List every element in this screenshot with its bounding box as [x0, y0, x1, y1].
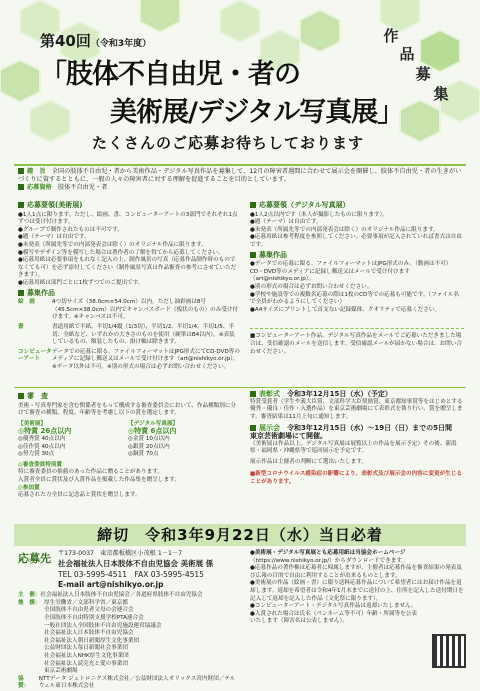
note-item: ●コンピューターアート・デジタル写真作品は返却いたしません。: [250, 603, 417, 610]
email-note: ■コンピューターアート作品、デジタル写真作品をメールでご応募いただきました場合は、受信確認のメールを送信します。受信確認メールが届かない場合は、お問い合わせください。: [250, 328, 464, 356]
category-computer-art: コンピューターアート データでの応募に限る。ファイルフォーマットはJPG形式にてCD-DVD等のメディアに記録し郵送又はメールで受け付けます（art@nishikyo.or.jp）。※データ以外は不可。※別の形式の場合は必ずお問い合わせください。: [18, 348, 240, 370]
judging-text: 美術・写真専門家を含む関係者をもって構成する審査委員会において、作品種類別に分けて審査の種類、程度、年齢等を考慮し以下の賞を選定します。: [18, 402, 237, 417]
edition: [40, 30, 151, 51]
apply-address: 〒173-0037 東京都板橋区小茂根 1－1－7: [58, 550, 183, 557]
exhibit-text: （美術展は作品以上、デジタル写真展は展覧以上の作品を展示予定）その後、新潟県・福岡県・沖縄県等で巡回展示を予定です。: [250, 440, 457, 455]
apply-section: [18, 550, 240, 691]
covid-notice: ■新型コロナウイルス感染症の影響により、表彰式及び展示会の内容に変更が生じることがあります。: [250, 471, 462, 485]
art-awards: 【美術展】 ◎特賞 26点以内 ◎優秀賞 40点以内 ◎佳作賞 40点以内 ◎努力賞 30点: [18, 420, 72, 458]
art-item: ●応募用紙は部門ごとに1枚ずつでのご提出です。: [18, 279, 144, 286]
eligibility-text: 肢体不自由児・者: [57, 184, 108, 192]
note-item: ●美術展の作品（絵画・書）に限り送料応募作品について希望者にはお届け作品を返却します。返却を希望者は令和4年1月末までに送付の上、住所を記入した送付期日を記入して返却を記入した作品（文化祭に限ります）。: [250, 580, 464, 602]
art-item: ●応募用紙は必要事項をもれなく記入の上、制作風景の写真（応募作品制作時のものでなくても可）を必ず添付してください（制作風景写真は作品審査の参考にさせていただきます）。: [18, 257, 237, 279]
art-section: [18, 200, 240, 371]
photo-item: ●題（テーマ）は自由です。: [250, 219, 322, 226]
note-item: ●応募作品の著作権は応募者に帰属しますが、主催者は応募作品を審査結果の発表及び広報の目的で自由に利用することが出来るものとします。: [250, 565, 462, 579]
category-painting: 絵 画 4つ切サイズ（38.0cm×54.0cm）以内。ただし油彩画は8号（45.5cm×38.0cm）以内でキャンバスボード（板状のもの）のみ受け付けます。※キャンバスは不可。: [18, 299, 239, 321]
purpose-label: 趣 旨: [27, 168, 46, 175]
judging-heading: 審 査: [27, 392, 48, 400]
photo-heading: 応募要領（デジタル写真展）: [259, 201, 350, 209]
ceremony-date: 令和3年12月15日（水）（予定）: [287, 390, 392, 398]
results-section: [250, 391, 464, 487]
photo-item: ●応募用紙は参考程度を参照してください。必要事項が記入されていれば書式は自由です。: [250, 234, 462, 248]
vertical-char-3: 募: [415, 65, 431, 83]
ceremony-label: 表彰式: [259, 390, 280, 398]
notes-section: [250, 550, 464, 626]
ceremony-text: 特賞受賞者（学生や義大臣賞、文部科学大臣奨励賞、東京都知事賞等をはじめとする優秀・優良・佳作・入選作品）を東京芸術劇場にて表彰式を執り行い、賞を贈呈します。審査結果は11月上旬に通知します。: [250, 398, 463, 420]
download-url[interactable]: （https://www.nishikyo.or.jp/）からダウンロードできます。: [250, 557, 408, 564]
apply-email[interactable]: E-mail art@nishikyo.or.jp: [58, 580, 164, 590]
title-line-1: 「肢体不自由児・者の: [40, 59, 300, 90]
header: [0, 0, 480, 160]
art-item: ●模写やデザイン等を模写した場合は著作者の了解を得てから応募してください。: [18, 249, 224, 256]
intro-section: [18, 168, 464, 193]
photo-category-heading: 募集作品: [259, 250, 287, 259]
photo-category-item: ●A4サイズにプリントして首支ない記録媒体、クオリティで応募ください。: [250, 306, 441, 313]
art-item: ●題（テーマ）は自由です。: [18, 234, 90, 241]
art-item: ●1人1点に限ります。ただし、絵画、書、コンピューターアートの3部門でそれぞれ1点ずつは受け付けます。: [18, 211, 238, 226]
deadline-banner: 締切 令和3年9月22日（水）当日必着: [14, 524, 466, 546]
tagline: たくさんのご応募お待ちしております: [92, 134, 365, 152]
photo-category-item: ●学校や施設等での複数名応募の際は1枚のCD等での応募も可能です。（ファイル名で全員がわかるようにしてください）: [250, 291, 460, 306]
exhibit-label: 展示会: [259, 424, 280, 433]
exhibit-venue: 東京芸術劇場にて開催。: [250, 431, 327, 440]
art-category-heading: 募集作品: [27, 288, 55, 297]
title-line-2: 美術展/デジタル写真展」: [110, 97, 404, 128]
photo-category-item: ●データでの応募に限る。ファイルフォーマットはJPG形式のみ。（動画は不可）CD・DVD等のメディアに記録し郵送又はメールで受け付けます（art@nishikyo.or.jp）。: [250, 261, 452, 283]
apply-label: 応募先: [18, 552, 51, 565]
art-item: ●グループで制作されたものは不可です。: [18, 226, 123, 233]
category-calligraphy: 書 書道用紙で半紙、半切1/4縦（1/3切）、半切1/2、半切1/4、半切1/5、半切、全紙など、いずれかの大きさのものを使用（硬筆はB4以内）。※表装しているもの、額装したもの、掛け軸は除きます。: [18, 323, 235, 346]
divider: [14, 164, 466, 166]
eligibility-label: 応募資格: [27, 184, 52, 192]
judging-section: [18, 391, 240, 500]
qr-code-icon[interactable]: [432, 634, 466, 668]
exhibit-date: 令和3年12月15日（水）～19日（日）までの5日間: [287, 424, 452, 433]
photo-awards: 【デジタル写真展】 ◎特賞 6点以内 ◎金賞 10点以内 ◎銀賞 20点以内 ◎銅賞 70点: [128, 420, 179, 458]
vertical-char-4: 集: [433, 85, 449, 103]
photo-section: [250, 200, 464, 356]
photo-category-item: ●別の形式の場合は必ずお問い合わせください。: [250, 283, 373, 290]
photo-item: ●未発表（所属先等での内部発表会は除く）のオリジナル作品に限ります。: [250, 226, 439, 233]
art-heading: 応募要領(美術展): [27, 201, 83, 209]
organizers: 主 催：社会福祉法人日本肢体不自由児協会／各道府県肢体不自由児協会 後 援： 厚生労働省／文部科学省／東京都 全国肢体不自由児者父母の会連合会 全国肢体不自由特別支援学校PTA連合会 一般社団法人全国肢体不自由児施設運営協議会 社会福祉法人日本肢体不自由児協会 社会福祉法人朝日新聞厚生文化事業団 公益財団法人毎日新聞社会事業団 社会福祉法人NHK厚生文化事業団 社会福祉法人読売光と愛の事業団 東京芸術劇場 協 賛： NTTデータ ジェトロニクス株式会社／公益財団法人オリックス宮内財団／テルウェル東日本株式会社: [18, 592, 236, 690]
apply-tel: TEL 03-5995-4511 FAX 03-5995-4515: [58, 570, 204, 580]
photo-item: ●1人2点以内です（本人が撮影したものに限ります）。: [250, 211, 388, 218]
vertical-char-1: 作: [383, 27, 399, 45]
special-award: ◎審査委員特別賞 特に審査委員の推薦のあった作品に贈ることがあります。 入賞者全員に賞状及び入賞作品を掲載した作品集を贈呈します。 ◎参加賞 応募された方全員に記念品と賞状を贈呈します。: [18, 461, 180, 499]
apply-org: 社会福祉法人日本肢体不自由児協会 美術展 係: [58, 559, 214, 569]
download-note: ●美術展・デジタル写真展とも応募用紙は当協会ホームページ: [250, 550, 406, 556]
purpose-text: 全国の肢体不自由児・者から美術作品・デジタル写真作品を募集して、12月の障害者週間に合わせて展示会を開催し、肢体不自由児・者の生きがいづくりに資するとともに、一般の人々の障害者に対する理解を促進することを目的としています。: [18, 168, 462, 184]
edition-note: （令和3年度）: [90, 39, 152, 49]
exhibit-text-2: 展示作品は主催者の判断にて選出いたします。: [250, 458, 368, 465]
divider: [14, 387, 466, 388]
vertical-char-2: 品: [399, 45, 415, 63]
edition-number: 第40回: [40, 32, 91, 50]
note-item: ●入賞された場合は氏名（ペンネーム等不可）年齢・所属等を公表いたします（障害名は公表しません）。: [250, 610, 417, 625]
art-item: ●未発表（所属先等での内部発表会は除く）のオリジナル作品に限ります。: [18, 241, 207, 248]
